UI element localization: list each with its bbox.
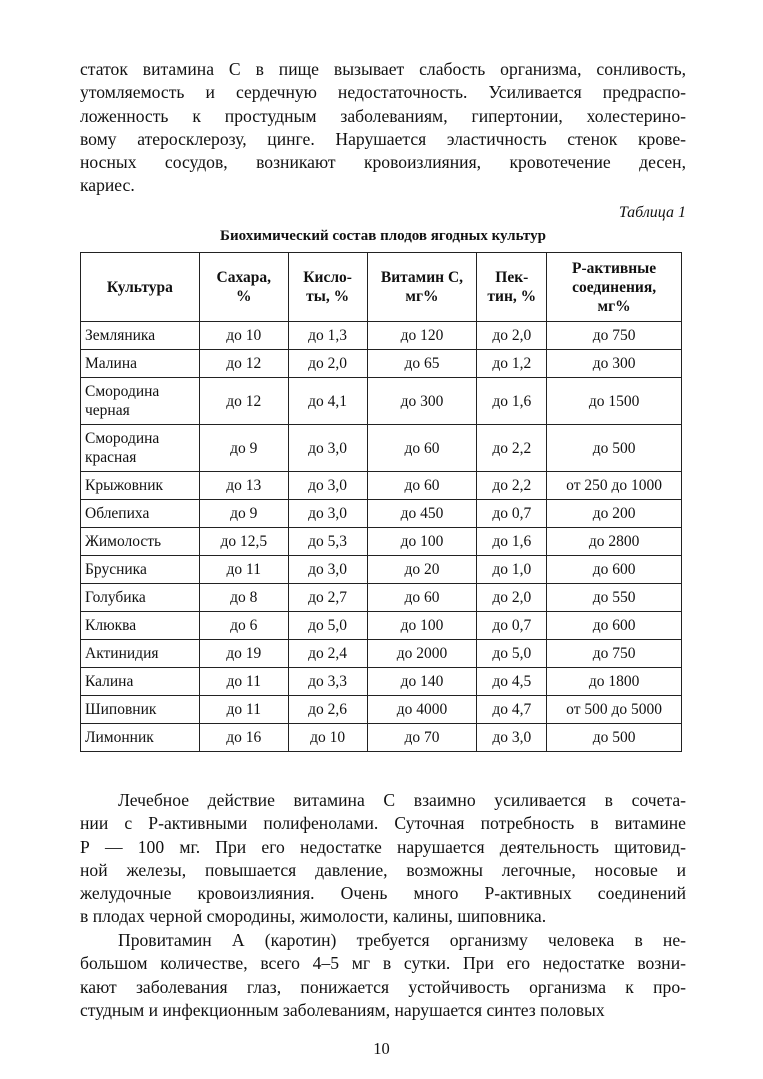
value-cell: до 1800 — [547, 668, 682, 696]
text-line: вому атеросклерозу, цинге. Нарушается эластичность стенок крове- — [80, 128, 686, 149]
text-line: кают заболевания глаз, понижается устойчивость организма к про- — [80, 976, 686, 997]
value-cell: до 5,3 — [288, 528, 367, 556]
table-header-row — [81, 253, 682, 322]
value-cell: до 2,2 — [477, 425, 547, 472]
value-cell: до 550 — [547, 584, 682, 612]
culture-cell — [81, 472, 200, 500]
value-cell: до 13 — [199, 472, 288, 500]
table-row — [81, 724, 682, 752]
culture-cell — [81, 500, 200, 528]
table-row — [81, 500, 682, 528]
value-cell: до 100 — [367, 612, 477, 640]
culture-cell — [81, 584, 200, 612]
value-cell: до 2000 — [367, 640, 477, 668]
text-line: Провитамин А (каротин) требуется организму человека в не- — [118, 930, 686, 950]
value-cell: до 3,0 — [288, 500, 367, 528]
value-cell: до 600 — [547, 612, 682, 640]
cell-text: Р-активные — [572, 259, 657, 277]
culture-cell — [81, 724, 200, 752]
value-cell: до 3,0 — [477, 724, 547, 752]
culture-cell — [81, 350, 200, 378]
value-cell: до 3,0 — [288, 556, 367, 584]
value-cell: до 3,3 — [288, 668, 367, 696]
text-line: нии с Р-активными полифенолами. Суточная потребность в витамине — [80, 813, 686, 834]
cell-text: Голубика — [85, 589, 146, 606]
value-cell: до 2,4 — [288, 640, 367, 668]
cell-text: Смородина — [85, 383, 160, 400]
value-cell: до 750 — [547, 322, 682, 350]
cell-text: тин, % — [487, 288, 537, 305]
table-row — [81, 556, 682, 584]
value-cell: до 3,0 — [288, 472, 367, 500]
table-row — [81, 528, 682, 556]
text-line: в плодах черной смородины, жимолости, калины, шиповника. — [80, 906, 547, 927]
value-cell: до 140 — [367, 668, 477, 696]
column-header — [547, 253, 682, 322]
culture-cell — [81, 378, 200, 425]
cell-text: Актинидия — [85, 645, 159, 662]
value-cell: до 4,1 — [288, 378, 367, 425]
value-cell: до 2,6 — [288, 696, 367, 724]
value-cell: до 4000 — [367, 696, 477, 724]
cell-text: Смородина — [85, 430, 160, 447]
text-line: большом количестве, всего 4–5 мг в сутки. При его недостатке возни- — [80, 953, 686, 974]
cell-text: Крыжовник — [85, 477, 164, 494]
cell-text: Шиповник — [85, 701, 157, 718]
culture-cell — [81, 668, 200, 696]
value-cell: до 9 — [199, 500, 288, 528]
value-cell: до 600 — [547, 556, 682, 584]
table-body — [81, 322, 682, 752]
cell-text: Облепиха — [85, 505, 150, 522]
value-cell: до 1,6 — [477, 528, 547, 556]
text-line: желудочные кровоизлияния. Очень много Р-активных соединений — [80, 883, 686, 904]
value-cell: до 1500 — [547, 378, 682, 425]
column-header — [477, 253, 547, 322]
column-header — [81, 253, 200, 322]
cell-text: Кисло- — [303, 269, 352, 286]
provitamin-a-paragraph — [80, 929, 686, 1022]
value-cell: до 12 — [199, 378, 288, 425]
text-line: кариес. — [80, 175, 135, 196]
value-cell: до 200 — [547, 500, 682, 528]
value-cell: до 1,0 — [477, 556, 547, 584]
cell-text: мг% — [405, 288, 439, 305]
value-cell: до 16 — [199, 724, 288, 752]
culture-cell — [81, 696, 200, 724]
value-cell: до 1,3 — [288, 322, 367, 350]
value-cell: до 60 — [367, 584, 477, 612]
column-header — [199, 253, 288, 322]
text-line: ложенность к простудным заболеваниям, гипертонии, холестерино- — [80, 105, 686, 126]
value-cell: до 120 — [367, 322, 477, 350]
value-cell: до 750 — [547, 640, 682, 668]
cell-text: ты, % — [306, 288, 350, 305]
intro-paragraph — [80, 58, 686, 198]
cell-text: Клюква — [85, 617, 137, 634]
cell-text: Земляника — [85, 327, 156, 344]
value-cell: до 2,0 — [477, 584, 547, 612]
value-cell: до 60 — [367, 425, 477, 472]
value-cell: от 250 до 1000 — [547, 472, 682, 500]
value-cell: до 500 — [547, 724, 682, 752]
value-cell: до 12,5 — [199, 528, 288, 556]
cell-text: % — [236, 288, 252, 305]
value-cell: до 70 — [367, 724, 477, 752]
text-line: ной железы, повышается давление, возможны легочные, носовые и — [80, 859, 686, 880]
page-number: 10 — [373, 1039, 390, 1058]
culture-cell — [81, 640, 200, 668]
cell-text: Культура — [106, 278, 173, 296]
table-row — [81, 425, 682, 472]
table-row — [81, 612, 682, 640]
value-cell: от 500 до 5000 — [547, 696, 682, 724]
culture-cell — [81, 425, 200, 472]
table-row — [81, 322, 682, 350]
table-row — [81, 584, 682, 612]
value-cell: до 4,5 — [477, 668, 547, 696]
cell-text: Жимолость — [85, 533, 162, 550]
text-line: статок витамина С в пище вызывает слабость организма, сонливость, — [80, 59, 686, 79]
value-cell: до 0,7 — [477, 500, 547, 528]
cell-text: соединения, — [572, 278, 657, 296]
table-row — [81, 378, 682, 425]
cell-text: мг% — [597, 297, 631, 315]
value-cell: до 19 — [199, 640, 288, 668]
table-title: Биохимический состав плодов ягодных культур — [220, 228, 546, 244]
culture-cell — [81, 556, 200, 584]
cell-text: Калина — [85, 673, 134, 690]
cell-text: красная — [85, 449, 137, 466]
culture-cell — [81, 528, 200, 556]
value-cell: до 2,0 — [288, 350, 367, 378]
value-cell: до 10 — [288, 724, 367, 752]
value-cell: до 9 — [199, 425, 288, 472]
table-row — [81, 350, 682, 378]
value-cell: до 10 — [199, 322, 288, 350]
value-cell: до 20 — [367, 556, 477, 584]
value-cell: до 300 — [367, 378, 477, 425]
text-line: носных сосудов, возникают кровоизлияния, кровотечение десен, — [80, 152, 686, 173]
value-cell: до 11 — [199, 556, 288, 584]
value-cell: до 65 — [367, 350, 477, 378]
value-cell: до 6 — [199, 612, 288, 640]
value-cell: до 2,2 — [477, 472, 547, 500]
table-label: Таблица 1 — [618, 204, 686, 221]
value-cell: до 8 — [199, 584, 288, 612]
value-cell: до 12 — [199, 350, 288, 378]
value-cell: до 5,0 — [288, 612, 367, 640]
therapeutic-effect-paragraph — [80, 789, 686, 929]
value-cell: до 300 — [547, 350, 682, 378]
column-header — [288, 253, 367, 322]
column-header — [367, 253, 477, 322]
value-cell: до 1,2 — [477, 350, 547, 378]
value-cell: до 500 — [547, 425, 682, 472]
culture-cell — [81, 322, 200, 350]
berry-composition-table — [80, 252, 682, 752]
text-line: Лечебное действие витамина С взаимно усиливается в сочета- — [118, 790, 686, 810]
cell-text: Малина — [85, 355, 138, 372]
value-cell: до 100 — [367, 528, 477, 556]
table-row — [81, 472, 682, 500]
value-cell: до 450 — [367, 500, 477, 528]
table-row — [81, 668, 682, 696]
value-cell: до 11 — [199, 668, 288, 696]
table-row — [81, 640, 682, 668]
text-line: студным и инфекционным заболеваниям, нарушается синтез половых — [80, 999, 605, 1020]
culture-cell — [81, 612, 200, 640]
value-cell: до 2,0 — [477, 322, 547, 350]
cell-text: Пек- — [495, 269, 529, 286]
text-line: Р — 100 мг. При его недостатке нарушается деятельность щитовид- — [80, 836, 686, 857]
value-cell: до 3,0 — [288, 425, 367, 472]
table-row — [81, 696, 682, 724]
text-line: утомляемость и сердечную недостаточность. Усиливается предраспо- — [80, 82, 686, 103]
cell-text: Витамин С, — [380, 269, 464, 286]
value-cell: до 5,0 — [477, 640, 547, 668]
cell-text: Брусника — [85, 561, 147, 578]
value-cell: до 60 — [367, 472, 477, 500]
cell-text: черная — [85, 402, 130, 419]
cell-text: Сахара, — [216, 269, 271, 286]
value-cell: до 2,7 — [288, 584, 367, 612]
value-cell: до 0,7 — [477, 612, 547, 640]
value-cell: до 11 — [199, 696, 288, 724]
value-cell: до 4,7 — [477, 696, 547, 724]
value-cell: до 1,6 — [477, 378, 547, 425]
value-cell: до 2800 — [547, 528, 682, 556]
cell-text: Лимонник — [85, 729, 154, 746]
